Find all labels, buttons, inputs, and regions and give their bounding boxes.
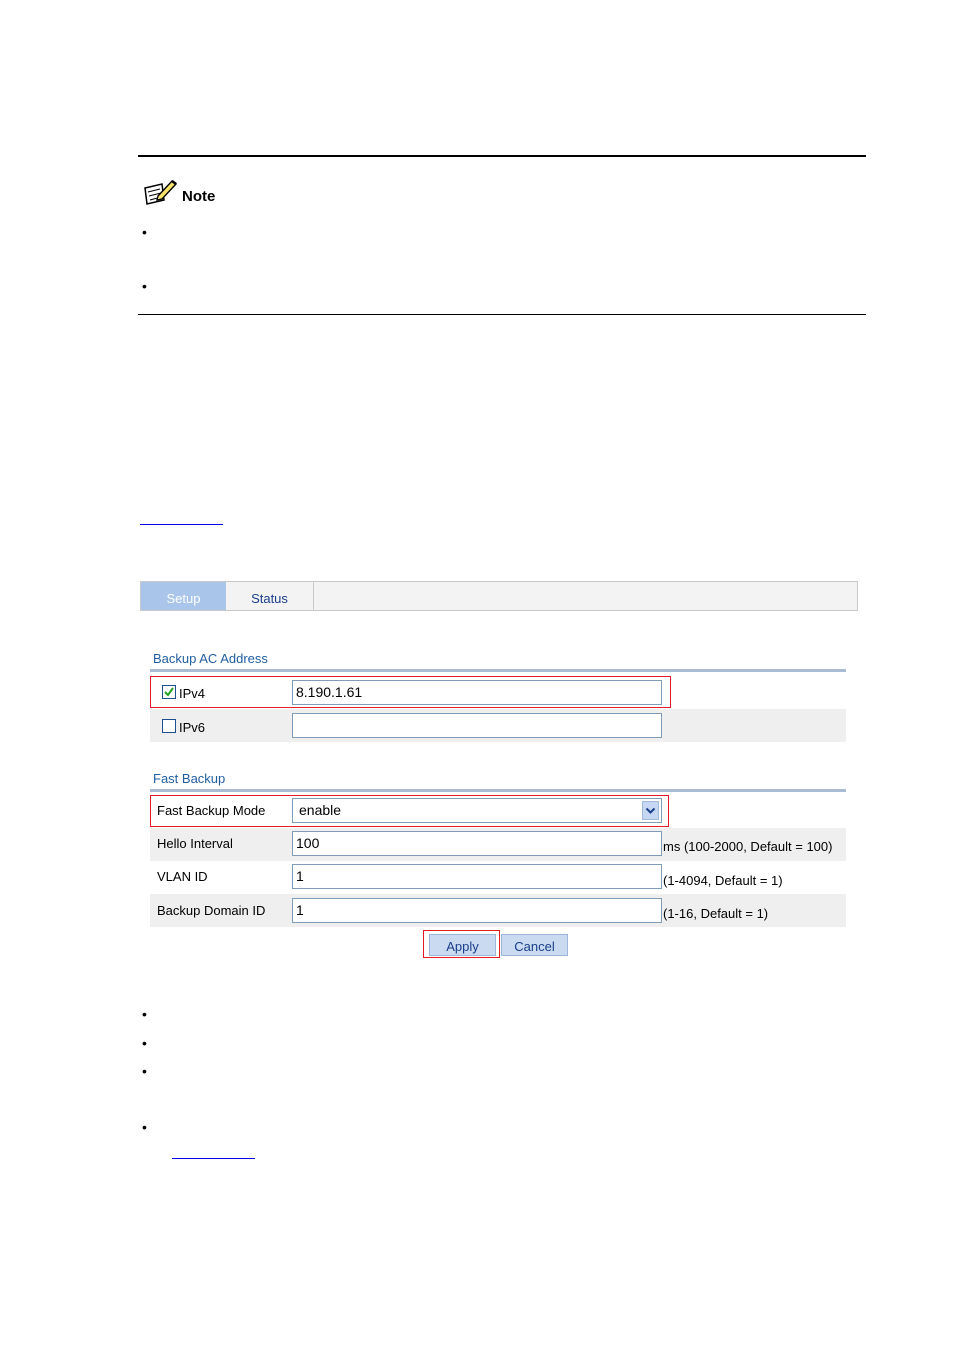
section-title-fast-backup: Fast Backup — [153, 771, 226, 786]
hello-interval-input[interactable]: 100 — [292, 831, 662, 856]
tab-status[interactable]: Status — [226, 582, 314, 610]
list-bullet: • — [142, 1006, 147, 1022]
vlan-id-input[interactable]: 1 — [292, 864, 662, 889]
backup-domain-id-label: Backup Domain ID — [157, 903, 266, 918]
note-top-rule — [138, 155, 866, 157]
note-bullet-2: • — [142, 278, 147, 294]
fast-backup-mode-select[interactable] — [292, 798, 662, 823]
select-dropdown-button[interactable] — [642, 801, 659, 820]
apply-button[interactable]: Apply — [429, 934, 496, 956]
tab-bar — [140, 581, 858, 611]
fast-backup-mode-label: Fast Backup Mode — [157, 803, 266, 818]
section-title-backup-ac-address: Backup AC Address — [153, 651, 268, 666]
note-pencil-icon — [142, 178, 178, 206]
ipv6-address-input[interactable] — [292, 713, 662, 738]
ipv4-address-input[interactable]: 8.190.1.61 — [292, 680, 662, 705]
hello-interval-label: Hello Interval — [157, 836, 233, 851]
note-label: Note — [182, 188, 216, 205]
chevron-down-icon — [643, 802, 658, 819]
backup-domain-id-hint: (1-16, Default = 1) — [663, 906, 769, 921]
list-bullet: • — [142, 1035, 147, 1051]
ipv4-label: IPv4 — [179, 686, 206, 701]
section-divider — [150, 669, 846, 672]
ipv6-label: IPv6 — [179, 720, 206, 735]
backup-domain-id-input[interactable]: 1 — [292, 898, 662, 923]
hello-interval-hint: ms (100-2000, Default = 100) — [663, 839, 833, 854]
vlan-id-hint: (1-4094, Default = 1) — [663, 873, 783, 888]
list-bullet: • — [142, 1063, 147, 1079]
cancel-button[interactable]: Cancel — [501, 934, 568, 956]
list-bullet: • — [142, 1119, 147, 1135]
note-bottom-rule — [138, 314, 866, 315]
note-bullet-1: • — [142, 224, 147, 240]
cross-reference-link[interactable] — [172, 1158, 255, 1159]
section-divider — [150, 789, 846, 792]
tab-setup[interactable]: Setup — [141, 582, 226, 610]
fast-backup-mode-value: enable — [299, 802, 342, 818]
vlan-id-label: VLAN ID — [157, 869, 208, 884]
checkmark-icon — [163, 686, 175, 698]
ipv6-checkbox[interactable] — [162, 719, 176, 733]
ipv4-checkbox[interactable] — [162, 685, 176, 699]
cross-reference-link[interactable] — [140, 524, 223, 525]
